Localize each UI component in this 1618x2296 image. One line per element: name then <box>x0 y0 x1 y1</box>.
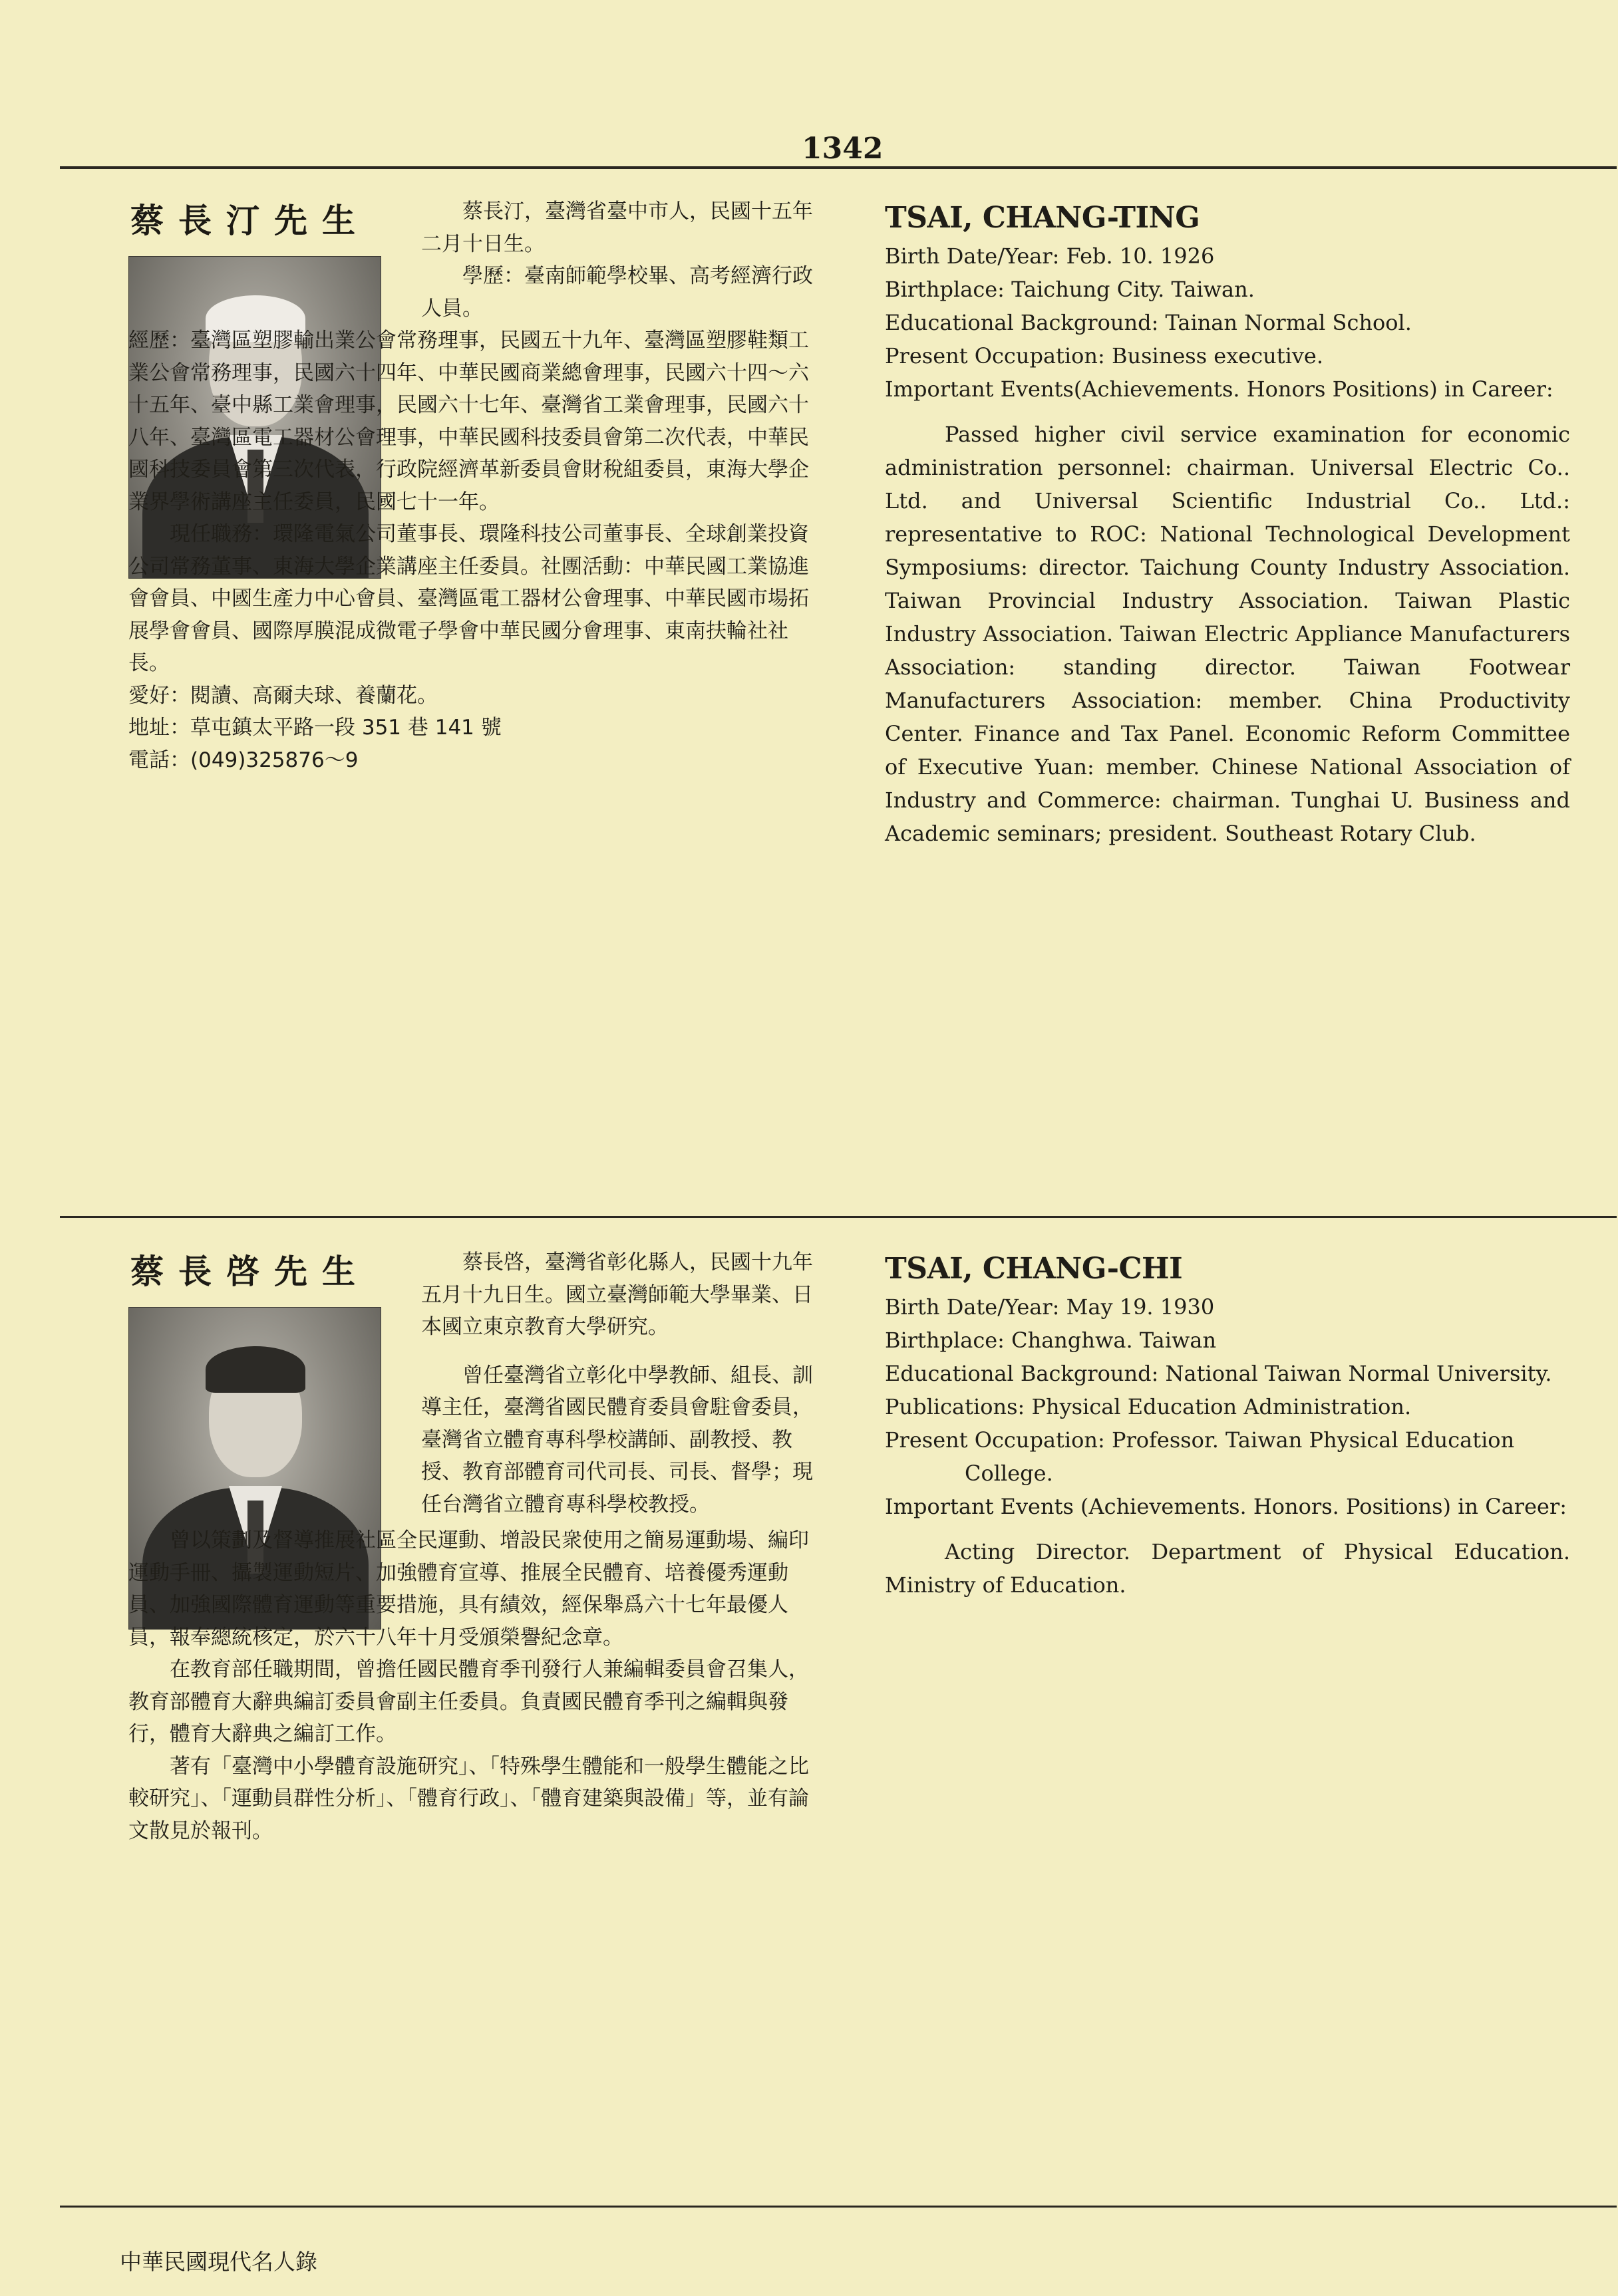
chinese-name: 蔡長汀先生 <box>130 202 370 240</box>
chinese-phone: 電話：(049)325876～9 <box>128 748 359 772</box>
english-biography <box>885 1250 1570 1602</box>
entry-divider <box>60 1216 1617 1218</box>
birth-date: Birth Date/Year: May 19. 1930 <box>885 1294 1215 1320</box>
top-rule <box>60 166 1617 169</box>
occupation: Present Occupation: Professor. Taiwan Physical Education College. <box>885 1427 1515 1486</box>
events-label: Important Events(Achievements. Honors Positions) in Career: <box>885 376 1553 402</box>
chinese-paragraph: 經歷：臺灣區塑膠輸出業公會常務理事，民國五十九年、臺灣區塑膠鞋類工業公會常務理事，民國六十四年、中華民國商業總會理事，民國六十四～六十五年、臺中縣工業會理事，民國六十七年、臺灣省工業會理事，民國六十八年、臺灣區電工器材公會理事，中華民國科技委員會第二次代表，中華民國科技委員會第三次代表，行政院經濟革新委員會財稅組委員，東海大學企業界學術講座主任委員，民國七十一年。 <box>128 329 809 514</box>
chinese-paragraph: 在教育部任職期間，曾擔任國民體育季刊發行人兼編輯委員會召集人，教育部體育大辭典編訂委員會副主任委員。負責國民體育季刊之編輯與發行，體育大辭典之編訂工作。 <box>128 1657 809 1746</box>
bottom-rule <box>60 2206 1617 2208</box>
chinese-biography <box>128 196 820 776</box>
education: Educational Background: National Taiwan Normal University. <box>885 1361 1552 1386</box>
chinese-paragraph: 蔡長汀，臺灣省臺中市人，民國十五年二月十日生。 <box>421 200 813 256</box>
chinese-hobbies: 愛好：閱讀、高爾夫球、養蘭花。 <box>128 683 438 708</box>
birthplace: Birthplace: Taichung City. Taiwan. <box>885 277 1255 302</box>
english-name: TSAI, CHANG-CHI <box>885 1252 1183 1286</box>
chinese-paragraph: 蔡長啓，臺灣省彰化縣人，民國十九年五月十九日生。國立臺灣師範大學畢業、日本國立東京教育大學研究。 <box>421 1250 813 1339</box>
chinese-paragraph: 學歷：臺南師範學校畢、高考經濟行政人員。 <box>421 264 813 321</box>
english-biography <box>885 200 1570 850</box>
events-text: Passed higher civil service examination for economic administration personnel: chairman. Universal Electric Co.. Ltd. and Universal Scientific Industrial Co.. Ltd.: representative to ROC: National Technological Development Symposiums: director. Taichung County Industry Association. Taiwan Provincial Industry Association. Taiwan Plastic Industry Association. Taiwan Electric Appliance Manufacturers Association: standing director. Taiwan Footwear Manufacturers Association: member. China Productivity Center. Finance and Tax Panel. Economic Reform Committee of Executive Yuan: member. Chinese National Association of Industry and Commerce: chairman. Tunghai U. Business and Academic seminars; president. Southeast Rotary Club. <box>885 422 1570 846</box>
chinese-biography <box>128 1246 820 1847</box>
events-text: Acting Director. Department of Physical Education. Ministry of Education. <box>885 1539 1570 1598</box>
publications: Publications: Physical Education Administration. <box>885 1394 1412 1419</box>
birthplace: Birthplace: Changhwa. Taiwan <box>885 1328 1217 1353</box>
chinese-address: 地址：草屯鎮太平路一段 351 巷 141 號 <box>128 716 502 740</box>
chinese-paragraph: 曾以策劃及督導推展社區全民運動、增設民衆使用之簡易運動場、編印運動手冊、攝製運動短片、加強體育宣導、推展全民體育、培養優秀運動員、加強國際體育運動等重要措施，具有績效，經保舉爲六十七年最優人員，報奉總統核定，於六十八年十月受頒榮譽紀念章。 <box>128 1528 809 1650</box>
chinese-name: 蔡長啓先生 <box>130 1252 370 1291</box>
book-title-footer: 中華民國現代名人錄 <box>120 2249 317 2275</box>
chinese-paragraph: 著有「臺灣中小學體育設施研究」、「特殊學生體能和一般學生體能之比較研究」、「運動員群性分析」、「體育行政」、「體育建築與設備」等，並有論文散見於報刊。 <box>128 1754 809 1843</box>
page-number: 1342 <box>802 132 884 166</box>
events-label: Important Events (Achievements. Honors. Positions) in Career: <box>885 1494 1567 1519</box>
chinese-paragraph: 曾任臺灣省立彰化中學教師、組長、訓導主任，臺灣省國民體育委員會駐會委員，臺灣省立體育專科學校講師、副教授、教授、教育部體育司代司長、司長、督學；現任台灣省立體育專科學校教授。 <box>421 1363 813 1516</box>
education: Educational Background: Tainan Normal School. <box>885 310 1412 335</box>
english-name: TSAI, CHANG-TING <box>885 201 1200 235</box>
chinese-paragraph: 現任職務：環隆電氣公司董事長、環隆科技公司董事長、全球創業投資公司常務董事、東海大學企業講座主任委員。社團活動：中華民國工業協進會會員、中國生產力中心會員、臺灣區電工器材公會理事、中華民國市場拓展學會會員、國際厚膜混成微電子學會中華民國分會理事、東南扶輪社社長。 <box>128 522 809 675</box>
occupation: Present Occupation: Business executive. <box>885 343 1324 368</box>
birth-date: Birth Date/Year: Feb. 10. 1926 <box>885 243 1215 269</box>
